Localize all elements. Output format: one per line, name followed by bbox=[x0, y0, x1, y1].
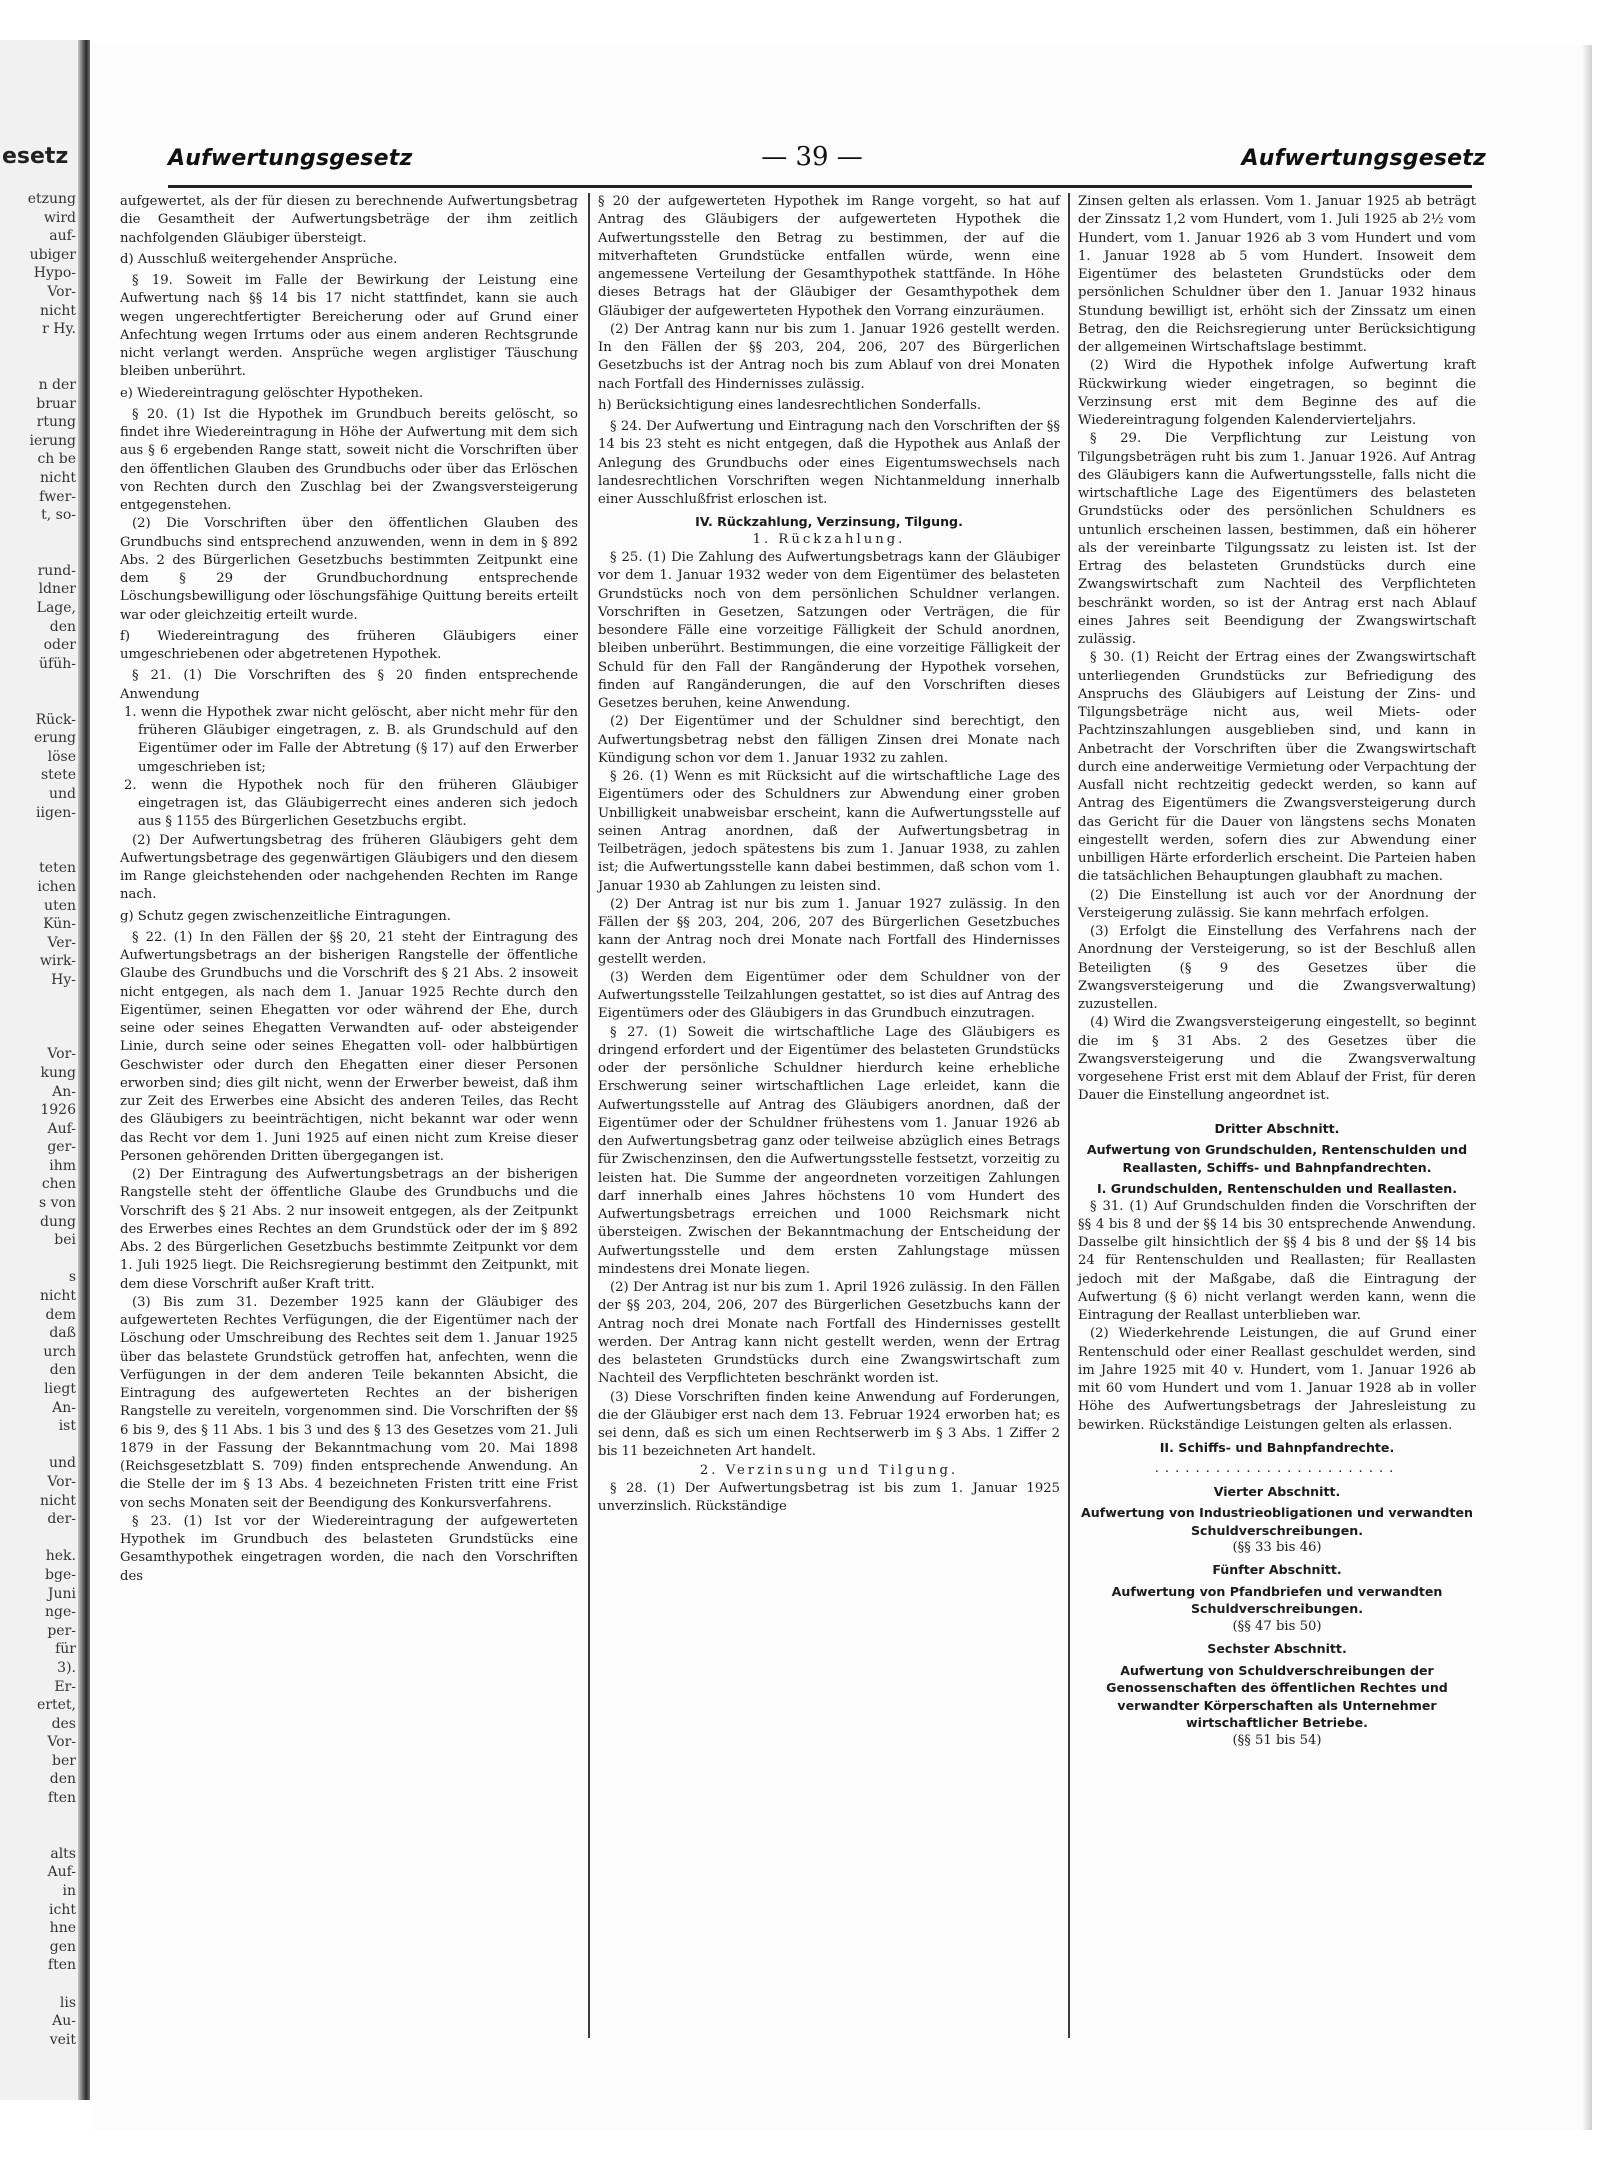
subheading: f) Wiedereintragung des früheren Gläubigers einer umgeschriebenen oder abgetretenen Hypothek. bbox=[120, 628, 578, 662]
previous-page-line: ierung bbox=[29, 432, 76, 449]
previous-page-line bbox=[2, 692, 76, 711]
previous-page-line: bei bbox=[54, 1232, 76, 1249]
previous-page-line bbox=[2, 1826, 76, 1845]
paragraph: (2) Wiederkehrende Leistungen, die auf Grund einer Rentenschuld oder einer Reallast geschuldet werden, sind im Jahre 1925 mit 40 v. Hundert, vom 1. Januar 1926 ab mit 60 vom Hundert und vom 1. Januar 1928 ab in voller Höhe des Aufwertungsbetrags der Jahresleistung zu bewirken. Rückständige Leistungen gelten als erlassen. bbox=[1078, 1326, 1476, 1433]
paragraph: § 27. (1) Soweit die wirtschaftliche Lage des Gläubigers es dringend erfordert und der Eigentümer des belasteten Grundstücks oder der persönliche Schuldner hierdurch keine erhebliche Erschwerung seiner wirtschaftlichen Lage erleidet, kann die Aufwertungsstelle auf Antrag des Gläubigers anordnen, daß der Eigentümer oder der Schuldner frühestens vom 1. Januar 1926 ab den Aufwertungsbetrag ganz oder teilweise abzüglich eines Betrags für Zwischenzinsen, den die Aufwertungsstelle festsetzt, vorzeitig zu leisten hat. Die Summe der angeordneten vorzeitigen Zahlungen darf innerhalb eines Jahres höchstens 10 vom Hundert des Aufwertungsbetrags erreichen und 1000 Reichsmark nicht übersteigen. Zwischen der Bekanntmachung der Entscheidung der Aufwertungsstelle und dem ersten Zahlungstage müssen mindestens drei Monate liegen. bbox=[598, 1024, 1060, 1277]
previous-page-line: urch bbox=[43, 1343, 76, 1360]
previous-page-line: ichen bbox=[37, 878, 76, 895]
previous-page-line: gen bbox=[49, 1938, 76, 1955]
page-sheet bbox=[92, 45, 1592, 2130]
previous-page-line: nicht bbox=[40, 1492, 76, 1509]
previous-page-line: fwer- bbox=[39, 488, 76, 505]
previous-page-line: bruar bbox=[36, 395, 76, 412]
previous-page-line: An- bbox=[52, 1399, 76, 1416]
previous-page-header: esetz bbox=[2, 144, 69, 169]
running-header bbox=[92, 138, 1592, 178]
previous-page-line: n der bbox=[38, 376, 76, 393]
paragraph: aufgewertet, als der für diesen zu berechnende Aufwertungsbetrag die Gesamtheit der Aufwertungsbeträge der ihm zeitlich nachfolgenden Gläubiger übersteigt. bbox=[120, 194, 578, 246]
text-column-2 bbox=[598, 193, 1060, 1516]
previous-page-line: für bbox=[55, 1641, 76, 1658]
previous-page-line: ger- bbox=[47, 1139, 76, 1156]
page-number: — 39 — bbox=[761, 142, 863, 172]
previous-page-line: r Hy. bbox=[42, 321, 76, 338]
previous-page-line: nicht bbox=[40, 469, 76, 486]
previous-page-line: dung bbox=[40, 1213, 76, 1230]
subheading: e) Wiedereintragung gelöschter Hypotheken. bbox=[120, 385, 424, 401]
previous-page-line: Vor- bbox=[47, 1473, 76, 1490]
previous-page-line: hne bbox=[49, 1920, 76, 1937]
previous-page-line: Auf- bbox=[47, 1864, 76, 1881]
paragraph: (2) Der Antrag kann nur bis zum 1. Januar 1926 gestellt werden. In den Fällen der §§ 203, 204, 206, 207 des Bürgerlichen Gesetzbuchs ist der Antrag noch bis zum Ablauf von drei Monaten nach Fortfall des Hindernisses zulässig. bbox=[598, 321, 1060, 392]
list-item: 1. wenn die Hypothek zwar nicht gelöscht, aber nicht mehr für den früheren Gläubiger eingetragen, z. B. als Grundschuld auf den Eigentümer oder im Falle der Abtretung (§ 17) auf den Erwerber umgeschrieben ist; bbox=[124, 704, 578, 775]
paragraph: (2) Der Aufwertungsbetrag des früheren Gläubigers geht dem Aufwertungsbetrage des gegenwärtigen Gläubigers und den diesem im Range gleichstehenden oder nachgehenden Rechten im Range nach. bbox=[120, 832, 578, 903]
previous-page-line: den bbox=[49, 1362, 76, 1379]
previous-page-line bbox=[2, 990, 76, 1009]
paragraph: § 26. (1) Wenn es mit Rücksicht auf die wirtschaftliche Lage des Eigentümers oder des Schuldners zur Abwendung einer groben Unbilligkeit unabweisbar erscheint, kann die Aufwertungsstelle auf seinen Antrag anordnen, daß der Aufwertungsbetrag in Teilbeträgen, jedoch spätestens bis zum 1. Januar 1938, zu zahlen ist; die Aufwertungsstelle kann dabei bestimmen, daß schon vom 1. Januar 1930 ab Zahlungen zu leisten sind. bbox=[598, 769, 1060, 894]
paragraph: § 31. (1) Auf Grundschulden finden die Vorschriften der §§ 4 bis 8 und der §§ 14 bis 30 entsprechende Anwendung. Dasselbe gilt hinsichtlich der §§ 4 bis 8 und der §§ 14 bis 24 für Rentenschulden und Reallasten; für Reallasten jedoch mit der Maßgabe, daß die Eintragung der Aufwertung (§ 6) nicht verlangt werden kann, wenn die Eintragung der Reallast unterblieben war. bbox=[1078, 1198, 1476, 1323]
previous-page-line: erung bbox=[34, 730, 76, 747]
previous-page-line: dem bbox=[45, 1306, 76, 1323]
previous-page-line: kung bbox=[40, 1064, 76, 1081]
subsection-heading: 1. Rückzahlung. bbox=[752, 531, 906, 547]
spacer bbox=[1078, 1106, 1476, 1116]
paragraph: § 20. (1) Ist die Hypothek im Grundbuch bereits gelöscht, so findet ihre Wiedereintragung in Höhe der Aufwertung mit dem sich aus § 6 ergebenden Range statt, soweit nicht die Vorschriften über den öffentlichen Glauben des Grundbuchs oder über das Erlöschen von Rechten durch den Zuschlag bei der Zwangsversteigerung entgegenstehen. bbox=[120, 406, 578, 513]
previous-page-line: in bbox=[62, 1883, 76, 1900]
previous-page-line: Lage, bbox=[36, 600, 76, 617]
previous-page-line: Juni bbox=[47, 1585, 76, 1602]
previous-page-line: hek. bbox=[45, 1548, 76, 1565]
previous-page-line: wirk- bbox=[39, 953, 76, 970]
ellipsis-divider: ........................ bbox=[1154, 1461, 1400, 1477]
previous-page-line: s bbox=[68, 1269, 76, 1286]
previous-page-line bbox=[2, 673, 76, 692]
paragraph: (2) Der Eigentümer und der Schuldner sind berechtigt, den Aufwertungsbetrag nebst den fälligen Zinsen drei Monate nach Kündigung schon vor dem 1. Januar 1932 zu zahlen. bbox=[598, 714, 1060, 766]
previous-page-line: chen bbox=[41, 1176, 76, 1193]
previous-page-fragment bbox=[0, 40, 90, 2100]
previous-page-line: 3). bbox=[57, 1659, 76, 1676]
previous-page-line: ften bbox=[47, 1957, 76, 1974]
previous-page-line: den bbox=[49, 1771, 76, 1788]
previous-page-line: Er- bbox=[54, 1678, 76, 1695]
previous-page-line: nicht bbox=[40, 1288, 76, 1305]
previous-page-line bbox=[2, 822, 76, 841]
column-divider bbox=[1068, 193, 1070, 2038]
previous-page-line bbox=[2, 525, 76, 544]
page-fold-shadow bbox=[78, 40, 90, 2100]
paragraph: (2) Die Vorschriften über den öffentlichen Glauben des Grundbuchs sind entsprechend anzuwenden, wenn in dem in § 892 Abs. 2 des Bürgerlichen Gesetzbuchs bestimmten Zeitpunkt eine dem § 29 der Grundbuchordnung entsprechende Löschungsbewilligung oder löschungsfähige Quittung bereits erteilt war oder gleichzeitig erteilt wurde. bbox=[120, 516, 578, 623]
previous-page-line: 1926 bbox=[40, 1102, 76, 1119]
previous-page-line bbox=[2, 1436, 76, 1455]
paragraph: § 29. Die Verpflichtung zur Leistung von Tilgungsbeträgen ruht bis zum 1. Januar 1926. Auf Antrag des Gläubigers kann die Aufwertungsstelle, falls nicht die wirtschaftliche Lage des Eigentümers des belasteten Grundstücks oder des persönlichen Schuldners es untunlich erscheinen lassen, bestimmen, daß ein höherer als der vereinbarte Tilgungssatz zu leisten ist. Ist der Ertrag des belasteten Grundstücks durch eine Zwangswirtschaft zum Nachteil des Verpflichteten beschränkt worden, so ist der Antrag erst nach Ablauf eines Jahres seit Beendigung der Zwangswirtschaft zulässig. bbox=[1078, 431, 1476, 647]
previous-page-line: Vor- bbox=[47, 1734, 76, 1751]
subsection-heading: 2. Verzinsung und Tilgung. bbox=[699, 1462, 959, 1478]
page-edge-shadow bbox=[1582, 45, 1592, 2130]
previous-page-line: uten bbox=[44, 897, 76, 914]
paragraph: § 24. Der Aufwertung und Eintragung nach den Vorschriften der §§ 14 bis 23 steht es nicht entgegen, daß die Hypothek aus Anlaß der Anlegung des Grundbuchs oder eines Eigentumswechsels nach landesrechtlichen Vorschriften wegen Nichtanmeldung innerhalb einer Ausschlußfrist erloschen ist. bbox=[598, 419, 1060, 507]
section-heading: Aufwertung von Schuldverschreibungen der Genossenschaften des öffentlichen Rechtes und verwandter Körperschaften als Unternehmer wirtschaftlicher Betriebe. bbox=[1106, 1662, 1448, 1730]
previous-page-line: daß bbox=[49, 1325, 76, 1342]
previous-page-line bbox=[2, 339, 76, 358]
header-left-title: Aufwertungsgesetz bbox=[168, 146, 413, 171]
previous-page-line: stete bbox=[40, 767, 76, 784]
paragraph: (2) Die Einstellung ist auch vor der Anordnung der Versteigerung zulässig. Sie kann mehrfach erfolgen. bbox=[1078, 887, 1476, 921]
text-column-3 bbox=[1078, 193, 1476, 1750]
previous-page-line bbox=[2, 841, 76, 860]
column-divider bbox=[588, 193, 590, 2038]
section-heading: Sechster Abschnitt. bbox=[1207, 1641, 1347, 1656]
previous-page-line bbox=[2, 1529, 76, 1548]
previous-page-line: ber bbox=[52, 1752, 76, 1769]
previous-page-line: ch be bbox=[37, 451, 76, 468]
previous-page-line: iigen- bbox=[36, 804, 76, 821]
paragraph: (3) Erfolgt die Einstellung des Verfahrens nach der Anordnung der Versteigerung, so ist der Beschluß allen Beteiligten (§ 9 des Gesetzes über die Zwangsversteigerung und die Zwangsverwaltung) zuzustellen. bbox=[1078, 924, 1476, 1012]
previous-page-line: auf- bbox=[49, 228, 76, 245]
section-heading: Vierter Abschnitt. bbox=[1213, 1483, 1341, 1499]
previous-page-line: Kün- bbox=[43, 916, 76, 933]
previous-page-line: t, so- bbox=[41, 507, 76, 524]
section-reference: (§§ 47 bis 50) bbox=[1232, 1618, 1322, 1634]
previous-page-line: nge- bbox=[45, 1604, 76, 1621]
previous-page-line: ubiger bbox=[29, 246, 76, 263]
previous-page-line: nicht bbox=[40, 302, 76, 319]
subheading: g) Schutz gegen zwischenzeitliche Eintragungen. bbox=[120, 908, 451, 924]
previous-page-line: löse bbox=[47, 748, 76, 765]
previous-page-line: Auf- bbox=[47, 1120, 76, 1137]
previous-page-line: der- bbox=[47, 1511, 76, 1528]
section-heading: II. Schiffs- und Bahnpfandrechte. bbox=[1159, 1439, 1395, 1455]
list-item: 2. wenn die Hypothek noch für den früheren Gläubiger eingetragen ist, das Gläubigerrecht eines anderen sich jedoch aus § 1155 des Bürgerlichen Gesetzbuchs ergibt. bbox=[124, 777, 578, 830]
paragraph: (4) Wird die Zwangsversteigerung eingestellt, so beginnt die im § 31 Abs. 2 des Gesetzes über die Zwangsversteigerung und die Zwangsverwaltung vorgesehene Frist erst mit dem Ablauf der Frist, für deren Dauer die Einstellung angeordnet ist. bbox=[1078, 1015, 1476, 1104]
previous-page-line: liegt bbox=[44, 1381, 76, 1397]
section-heading: Aufwertung von Grundschulden, Rentenschulden und Reallasten, Schiffs- und Bahnpfandrechten. bbox=[1086, 1142, 1468, 1175]
paragraph: § 20 der aufgewerteten Hypothek im Range vorgeht, so hat auf Antrag des Gläubigers der aufgewerteten Hypothek die Aufwertungsstelle den Betrag zu bestimmen, der auf die mitverhafteten Grundstücke entfallen würde, wenn eine angemessene Verteilung der Gesamthypothek stattfände. In Höhe dieses Betrags hat der Gläubiger der Gesamthypothek dem Gläubiger der aufgewerteten Hypothek den Vorrang einzuräumen. bbox=[598, 194, 1060, 319]
previous-page-line: und bbox=[49, 786, 76, 802]
paragraph: (3) Werden dem Eigentümer oder dem Schuldner von der Aufwertungsstelle Teilzahlungen gestattet, so ist dies auf Antrag des Eigentümers oder des Gläubigers in das Grundbuch einzutragen. bbox=[598, 969, 1060, 1022]
previous-page-line: veit bbox=[49, 2031, 76, 2048]
previous-page-line: An- bbox=[52, 1083, 76, 1100]
previous-page-line bbox=[2, 1250, 76, 1269]
section-heading: Dritter Abschnitt. bbox=[1214, 1120, 1340, 1136]
paragraph: § 19. Soweit im Falle der Bewirkung der Leistung eine Aufwertung nach §§ 14 bis 17 nicht stattfindet, kann sie auch wegen ungerechtfertigter Bereicherung oder auf Grund einer Anfechtung wegen Irrtums oder aus einem anderen Rechtsgrunde nicht verlangt werden. Ansprüche wegen arglistiger Täuschung bleiben unberührt. bbox=[120, 273, 578, 380]
previous-page-line: icht bbox=[49, 1901, 76, 1918]
previous-page-line: Vor- bbox=[47, 283, 76, 300]
previous-page-line bbox=[2, 1027, 76, 1046]
previous-page-line bbox=[2, 1808, 76, 1827]
previous-page-line: wird bbox=[43, 209, 76, 226]
previous-page-line bbox=[2, 1975, 76, 1994]
previous-page-line: Vor- bbox=[47, 1046, 76, 1063]
previous-page-line: Rück- bbox=[35, 711, 76, 728]
subheading: d) Ausschluß weitergehender Ansprüche. bbox=[120, 251, 398, 267]
paragraph: (3) Bis zum 31. Dezember 1925 kann der Gläubiger des aufgewerteten Rechtes Verfügungen, die der Eigentümer nach der Löschung oder Umschreibung des Rechtes seit dem 1. Januar 1925 über das belastete Grundstück getroffen hat, anfechten, wenn die Verfügungen in der dem anderen Teile bekannten Absicht, die Eintragung des aufgewerteten Rechtes an der bisherigen Rangstelle zu vereiteln, vorgenommen sind. Die Vorschriften der §§ 6 bis 9, des § 11 Abs. 1 bis 3 und des § 13 des Gesetzes vom 21. Juli 1879 in der Fassung der Bekanntmachung vom 20. Mai 1898 (Reichsgesetzblatt S. 709) finden entsprechende Anwendung. An die Stelle der im § 13 Abs. 4 bezeichneten Fristen tritt eine Frist von sechs Monaten seit der Beendigung des Konkursverfahrens. bbox=[120, 1294, 578, 1511]
header-right-title: Aufwertungsgesetz bbox=[1241, 146, 1486, 171]
paragraph: (2) Der Antrag ist nur bis zum 1. April 1926 zulässig. In den Fällen der §§ 203, 204, 206, 207 des Bürgerlichen Gesetzbuchs kann der Antrag noch drei Monate nach Fortfall des Hindernisses gestellt werden. Der Antrag kann nicht gestellt werden, wenn der Ertrag des belasteten Grundstücks durch eine Zwangswirtschaft zum Nachteil des Verpflichteten beschränkt worden ist. bbox=[598, 1280, 1060, 1387]
previous-page-line: ihm bbox=[49, 1157, 76, 1174]
previous-page-line bbox=[2, 543, 76, 562]
section-heading: Fünfter Abschnitt. bbox=[1212, 1562, 1342, 1578]
previous-page-line bbox=[2, 357, 76, 376]
paragraph: (2) Der Eintragung des Aufwertungsbetrags an der bisherigen Rangstelle steht der öffentliche Glaube des Grundbuchs und die Vorschrift des § 21 Abs. 2 nur insoweit entgegen, als der Zeitpunkt des Erwerbes eines Rechtes an dem Grundstück oder der im § 892 Abs. 2 des Bürgerlichen Gesetzbuchs bestimmte Zeitpunkt vor dem 1. Juli 1925 liegt. Die Reichsregierung bestimmt den Zeitpunkt, mit dem diese Vorschrift außer Kraft tritt. bbox=[120, 1167, 578, 1292]
previous-page-line: Hy- bbox=[51, 971, 76, 988]
paragraph: (2) Der Antrag ist nur bis zum 1. Januar 1927 zulässig. In den Fällen der §§ 203, 204, 206, 207 des Bürgerlichen Gesetzbuches kann der Antrag noch drei Monate nach Fortfall des Hindernisses gestellt werden. bbox=[598, 896, 1060, 967]
previous-page-line: teten bbox=[39, 860, 76, 877]
section-heading: IV. Rückzahlung, Verzinsung, Tilgung. bbox=[695, 514, 963, 530]
header-rule bbox=[168, 185, 1472, 188]
previous-page-line: Ver- bbox=[47, 934, 76, 951]
previous-page-line: bge- bbox=[45, 1566, 76, 1583]
previous-page-line: üfüh- bbox=[39, 655, 76, 672]
previous-page-line: und bbox=[49, 1455, 76, 1472]
previous-page-line: oder bbox=[43, 637, 76, 654]
section-reference: (§§ 51 bis 54) bbox=[1232, 1732, 1322, 1748]
previous-page-line: lis bbox=[59, 1994, 76, 2011]
section-heading: I. Grundschulden, Rentenschulden und Reallasten. bbox=[1096, 1181, 1458, 1196]
subheading: h) Berücksichtigung eines landesrechtlichen Sonderfalls. bbox=[598, 397, 982, 413]
paragraph: (3) Diese Vorschriften finden keine Anwendung auf Forderungen, die der Gläubiger erst nach dem 13. Februar 1924 erworben hat; es sei denn, daß es sich um einen Rechtserwerb im § 3 Abs. 1 Ziffer 2 bis 11 bezeichneten Art handelt. bbox=[598, 1389, 1060, 1460]
previous-page-line bbox=[2, 1008, 76, 1027]
previous-page-line: etzung bbox=[27, 191, 76, 207]
paragraph: (2) Wird die Hypothek infolge Aufwertung kraft Rückwirkung wieder eingetragen, so beginnt die Verzinsung erst mit dem Beginne des auf die Wiedereintragung folgenden Kalendervierteljahrs. bbox=[1078, 358, 1476, 428]
previous-page-line: per- bbox=[47, 1622, 76, 1639]
previous-page-line: des bbox=[51, 1715, 76, 1732]
paragraph: § 25. (1) Die Zahlung des Aufwertungsbetrags kann der Gläubiger vor dem 1. Januar 1932 weder von dem Eigentümer des belasteten Grundstücks noch von dem persönlichen Schuldner verlangen. Vorschriften in Gesetzen, Satzungen oder Verträgen, die für besondere Fälle eine vorzeitige Fälligkeit der Schuld anordnen, bleiben unberührt. Bestimmungen, die eine vorzeitige Fälligkeit der Schuld für den Fall der Rangänderung der Hypothek vorsehen, finden auf Rangänderungen, die auf den Vorschriften dieses Gesetzes beruhen, keine Anwendung. bbox=[598, 550, 1060, 711]
paragraph: Zinsen gelten als erlassen. Vom 1. Januar 1925 ab beträgt der Zinssatz 1,2 vom Hundert, vom 1. Juli 1925 ab 2½ vom Hundert, vom 1. Januar 1926 ab 3 vom Hundert und vom 1. Januar 1928 ab 5 vom Hundert. Insoweit dem Eigentümer des belasteten Grundstücks oder dem persönlichen Schuldner über den 1. Januar 1932 hinaus Stundung bewilligt ist, erhöht sich der Zinssatz um einen Betrag, den die Reichsregierung unter Berücksichtigung der allgemeinen Wirtschaftslage bestimmt. bbox=[1078, 194, 1476, 355]
section-heading: Aufwertung von Pfandbriefen und verwandten Schuldverschreibungen. bbox=[1111, 1583, 1443, 1617]
previous-page-line: ften bbox=[47, 1790, 76, 1807]
previous-page-line: alts bbox=[50, 1845, 76, 1862]
text-column-1 bbox=[120, 193, 578, 1586]
section-heading: Aufwertung von Industrieobligationen und verwandten Schuldverschreibungen. bbox=[1081, 1505, 1473, 1538]
paragraph: § 23. (1) Ist vor der Wiedereintragung der aufgewerteten Hypothek im Grundbuch des belasteten Grundstücks eine Gesamthypothek eingetragen worden, die nach den Vorschriften des bbox=[120, 1513, 578, 1584]
previous-page-line: Au- bbox=[52, 2013, 76, 2030]
paragraph: § 21. (1) Die Vorschriften des § 20 finden entsprechende Anwendung bbox=[120, 668, 578, 702]
previous-page-line: ertet, bbox=[37, 1697, 76, 1714]
previous-page-line: rund- bbox=[37, 562, 76, 579]
previous-page-line: ldner bbox=[38, 581, 76, 598]
previous-page-line: den bbox=[49, 618, 76, 635]
previous-page-line: ist bbox=[58, 1418, 76, 1435]
paragraph: § 22. (1) In den Fällen der §§ 20, 21 steht der Eintragung des Aufwertungsbetrags an der bisherigen Rangstelle der öffentliche Glaube des Grundbuchs und die Vorschrift des § 21 Abs. 2 insoweit nicht entgegen, als nach dem 1. Januar 1925 Rechte durch den Eigentümer, seinen Ehegatten vor oder während der Ehe, durch seine oder seines Ehegatten Verwandten auf- oder absteigender Linie, durch seine oder seines Ehegatten voll- oder halbbürtigen Geschwister oder durch den Ehegatten einer dieser Personen erworben sind; dies gilt nicht, wenn der Erwerber beweist, daß ihm zur Zeit des Erwerbes eine Absicht des anderen Teiles, das Recht des Gläubigers zu beeinträchtigen, nicht bekannt war oder wenn das Recht vor dem 1. Juni 1925 auf einen nicht zum Kreise dieser Personen gehörenden Dritten übergegangen ist. bbox=[120, 929, 578, 1164]
previous-page-line: rtung bbox=[36, 414, 76, 431]
previous-page-line: Hypo- bbox=[33, 265, 76, 282]
paragraph: § 30. (1) Reicht der Ertrag eines der Zwangswirtschaft unterliegenden Grundstücks zur Befriedigung des Anspruchs des Gläubigers auf Leistung der Zins- und Tilgungsbeträge nicht aus, weil Miets- oder Pachtzinszahlungen ausgeblieben sind, und kann in Anbetracht der Vorschriften über die Zwangswirtschaft durch eine anderweitige Vermietung oder Verpachtung der Ausfall nicht rechtzeitig gedeckt werden, so kann auf Antrag des Eigentümers die Zwangsversteigerung durch das Gericht für die Dauer von längstens sechs Monaten eingestellt werden, sofern dies zur Abwendung einer unbilligen Härte erforderlich erscheint. Die Parteien haben die tatsächlichen Behauptungen glaubhaft zu machen. bbox=[1078, 650, 1476, 885]
previous-page-line: s von bbox=[39, 1195, 76, 1212]
previous-page-text bbox=[2, 190, 76, 2049]
section-reference: (§§ 33 bis 46) bbox=[1232, 1540, 1322, 1555]
paragraph: § 28. (1) Der Aufwertungsbetrag ist bis zum 1. Januar 1925 unverzinslich. Rückständige bbox=[598, 1480, 1060, 1514]
